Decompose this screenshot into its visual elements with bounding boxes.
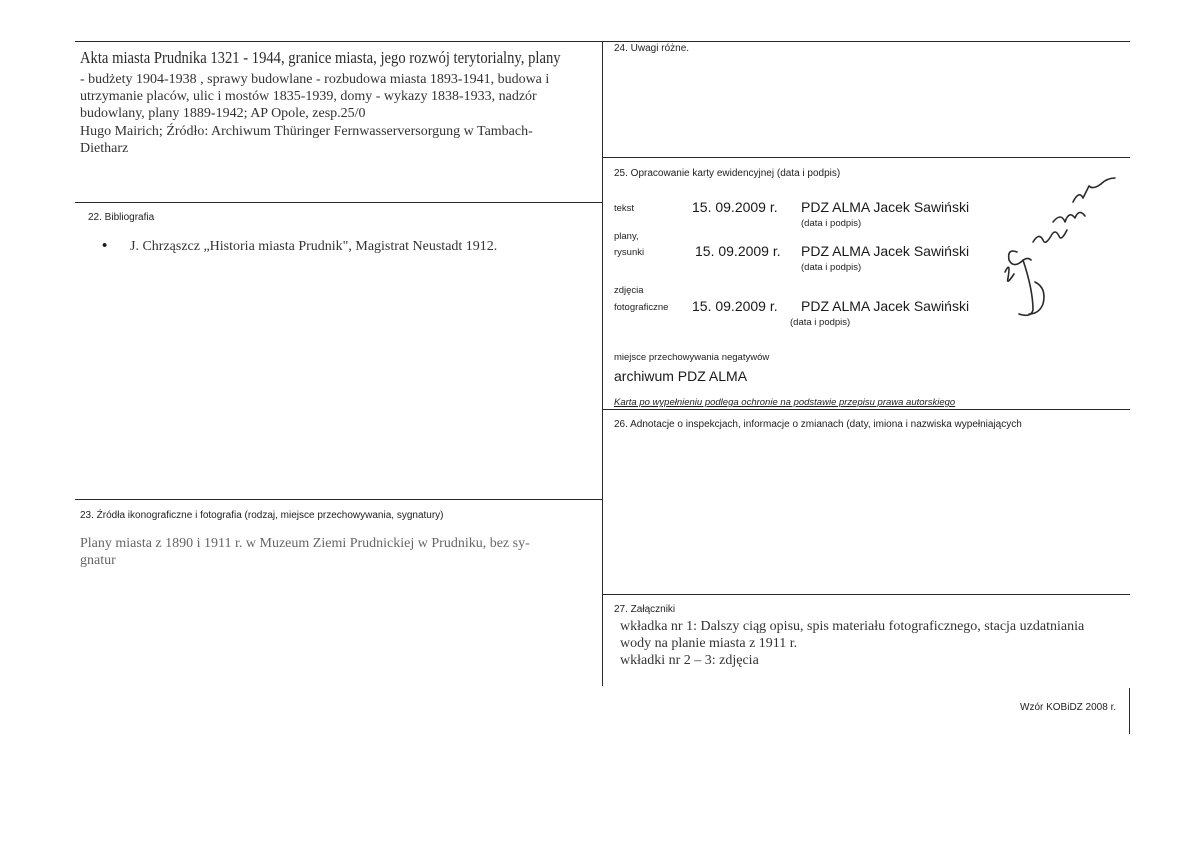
entry-label: tekst — [614, 203, 635, 214]
akta-line: Dietharz — [80, 141, 129, 156]
entry-label: fotograficzne — [614, 302, 669, 313]
entry-date: 15. 09.2009 r. — [695, 243, 781, 259]
entry-author: PDZ ALMA Jacek Sawiński — [801, 298, 970, 314]
entry-label: rysunki — [614, 247, 645, 258]
entry-author: PDZ ALMA Jacek Sawiński — [801, 199, 970, 215]
right-divider-25 — [602, 157, 1130, 158]
zrodla-line: gnatur — [80, 553, 116, 568]
entry-label: plany, — [614, 231, 639, 242]
zalaczniki-line: wkładki nr 2 – 3: zdjęcia — [620, 653, 759, 668]
right-divider-27 — [602, 594, 1130, 595]
entry-author: PDZ ALMA Jacek Sawiński — [801, 243, 970, 259]
opracowanie-label: 25. Opracowanie karty ewidencyjnej (data i podpis) — [614, 168, 841, 179]
bibliografia-label: 22. Bibliografia — [88, 212, 155, 223]
bibliografia-item: J. Chrząszcz „Historia miasta Prudnik", Magistrat Neustadt 1912. — [130, 239, 498, 254]
negatywy-label: miejsce przechowywania negatywów — [614, 352, 770, 363]
right-divider-26 — [602, 409, 1130, 410]
zrodla-label: 23. Źródła ikonograficzne i fotografia (rodzaj, miejsce przechowywania, sygnatury) — [80, 510, 444, 521]
left-divider-22 — [75, 202, 602, 203]
akta-title: Akta miasta Prudnika 1321 - 1944, granice miasta, jego rozwój terytorialny, plany — [80, 48, 561, 67]
left-divider-23 — [75, 499, 602, 500]
entry-label: zdjęcia — [614, 285, 644, 296]
akta-line: - budżety 1904-1938 , sprawy budowlane - rozbudowa miasta 1893-1941, budowa i — [80, 72, 550, 87]
entry-date: 15. 09.2009 r. — [692, 298, 778, 314]
entry-sub: (data i podpis) — [801, 218, 862, 229]
signature-graphic — [995, 172, 1135, 322]
negatywy-value: archiwum PDZ ALMA — [614, 368, 748, 384]
bullet-icon: • — [102, 237, 108, 254]
wzor-footer: Wzór KOBiDZ 2008 r. — [1020, 702, 1117, 713]
top-border-right — [602, 41, 1130, 42]
akta-line: utrzymanie placów, ulic i mostów 1835-1939, domy - wykazy 1838-1933, nadzór — [80, 89, 537, 104]
zrodla-line: Plany miasta z 1890 i 1911 r. w Muzeum Ziemi Prudnickiej w Prudniku, bez sy- — [80, 536, 530, 551]
entry-sub: (data i podpis) — [801, 262, 862, 273]
center-divider — [602, 41, 603, 686]
karta-note: Karta po wypełnieniu podlega ochronie na podstawie przepisu prawa autorskiego — [614, 397, 956, 408]
akta-line: budowlany, plany 1889-1942; AP Opole, zesp.25/0 — [80, 106, 366, 121]
zalaczniki-label: 27. Załączniki — [614, 604, 676, 615]
zalaczniki-line: wkładka nr 1: Dalszy ciąg opisu, spis materiału fotograficznego, stacja uzdatniania — [620, 619, 1085, 634]
top-border-left — [75, 41, 602, 42]
uwagi-label: 24. Uwagi różne. — [614, 43, 690, 54]
entry-sub: (data i podpis) — [790, 317, 851, 328]
entry-date: 15. 09.2009 r. — [692, 199, 778, 215]
adnotacje-label: 26. Adnotacje o inspekcjach, informacje o zmianach (daty, imiona i nazwiska wypełniających — [614, 419, 1022, 430]
zalaczniki-line: wody na planie miasta z 1911 r. — [620, 636, 798, 651]
footer-vertical-line — [1129, 688, 1130, 734]
akta-line: Hugo Mairich; Źródło: Archiwum Thüringer Fernwasserversorgung w Tambach- — [80, 124, 533, 139]
